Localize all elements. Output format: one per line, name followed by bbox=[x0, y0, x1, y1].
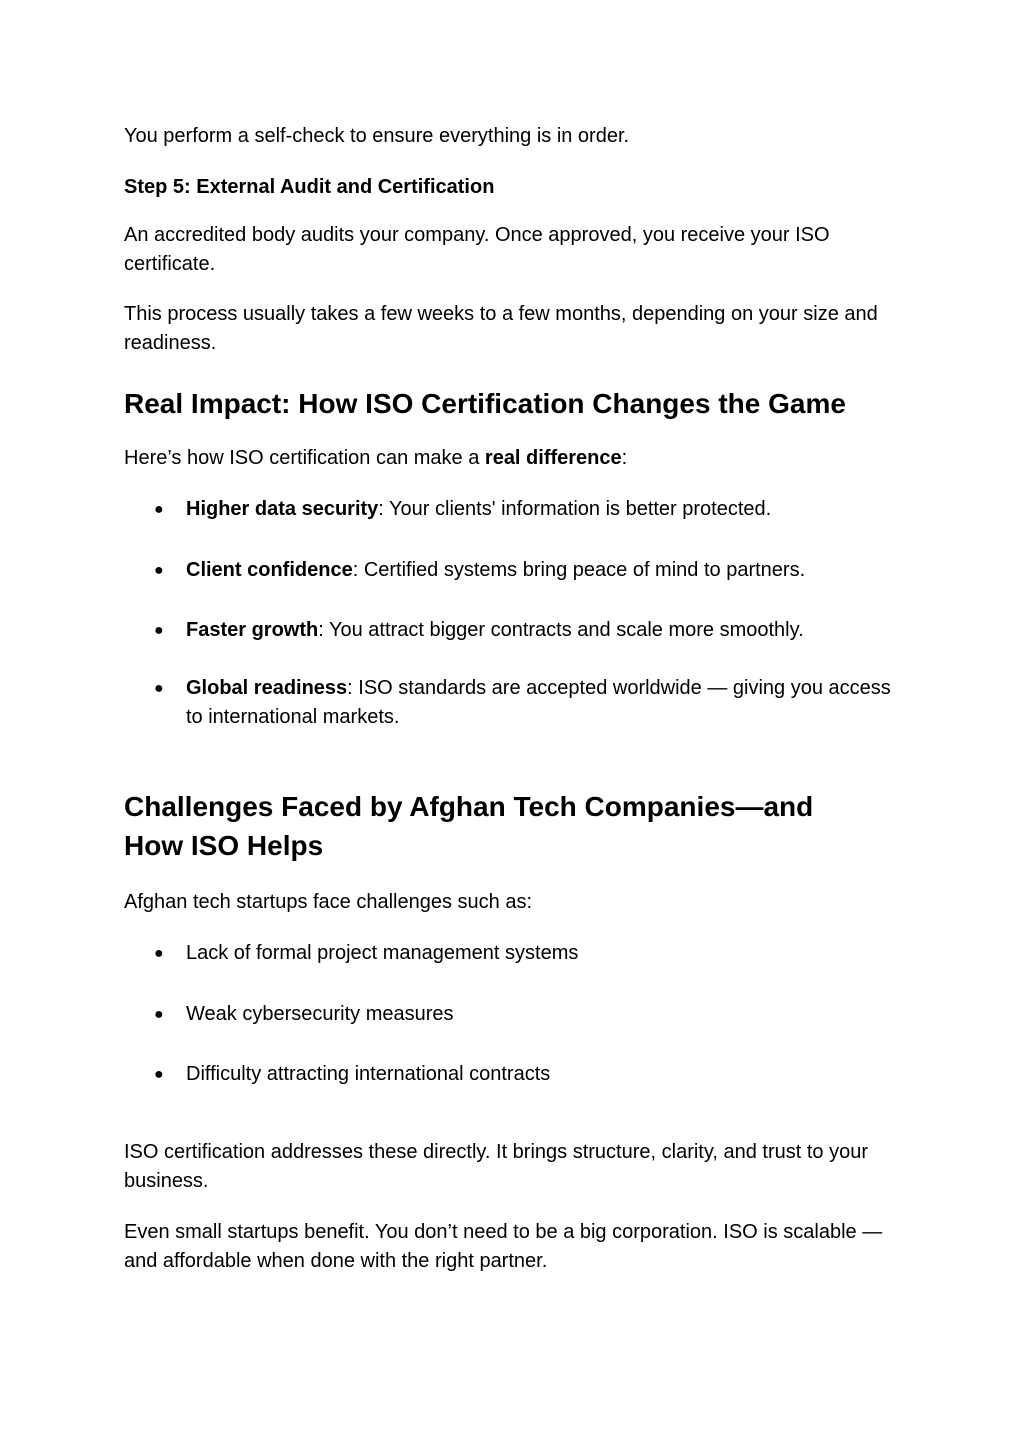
list-item-text: Lack of formal project management systems bbox=[186, 942, 579, 964]
bullet-icon: ● bbox=[154, 501, 164, 518]
intro-line: You perform a self-check to ensure everything is in order. bbox=[124, 125, 630, 147]
list-item-text: Weak cybersecurity measures bbox=[186, 1003, 454, 1025]
challenges-paragraph-2: Even small startups benefit. You don’t need to be a big corporation. ISO is scalable — and affordable when done with the right partner. bbox=[124, 1221, 883, 1272]
bullet-icon: ● bbox=[154, 945, 164, 962]
document-page bbox=[124, 0, 894, 1446]
list-item-text bbox=[186, 674, 894, 732]
list-item-rest: : Your clients' information is better protected. bbox=[378, 498, 772, 520]
bullet-icon: ● bbox=[154, 680, 164, 697]
list-item-text bbox=[186, 616, 894, 645]
list-item-bold: Global readiness bbox=[186, 677, 348, 699]
step5-paragraph-1: An accredited body audits your company. Once approved, you receive your ISO certificate. bbox=[124, 224, 830, 275]
list-item-text: Difficulty attracting international contracts bbox=[186, 1063, 551, 1085]
impact-intro-after: : bbox=[621, 447, 628, 469]
step5-heading: Step 5: External Audit and Certification bbox=[124, 176, 495, 198]
list-item-bold: Client confidence bbox=[186, 559, 353, 581]
list-item-text bbox=[186, 556, 894, 585]
list-item-rest: : ISO standards are accepted worldwide — giving you access to international markets. bbox=[186, 677, 891, 728]
list-item-bold: Higher data security bbox=[186, 498, 379, 520]
impact-intro-bold: real difference bbox=[484, 447, 622, 469]
impact-heading: Real Impact: How ISO Certification Changes the Game bbox=[124, 388, 846, 419]
bullet-icon: ● bbox=[154, 562, 164, 579]
bullet-icon: ● bbox=[154, 622, 164, 639]
bullet-icon: ● bbox=[154, 1066, 164, 1083]
list-item-text bbox=[186, 495, 894, 524]
list-item-rest: : You attract bigger contracts and scale more smoothly. bbox=[318, 619, 804, 641]
challenges-paragraph-1: ISO certification addresses these directly. It brings structure, clarity, and trust to your business. bbox=[124, 1141, 869, 1192]
challenges-intro: Afghan tech startups face challenges such as: bbox=[124, 891, 533, 913]
impact-intro bbox=[124, 444, 894, 473]
bullet-icon: ● bbox=[154, 1006, 164, 1023]
list-item-bold: Faster growth bbox=[186, 619, 319, 641]
list-item-rest: : Certified systems bring peace of mind to partners. bbox=[352, 559, 806, 581]
impact-intro-before: Here’s how ISO certification can make a bbox=[124, 447, 485, 469]
step5-paragraph-2: This process usually takes a few weeks to a few months, depending on your size and readiness. bbox=[124, 303, 878, 354]
challenges-heading: Challenges Faced by Afghan Tech Companies—and How ISO Helps bbox=[124, 791, 814, 861]
